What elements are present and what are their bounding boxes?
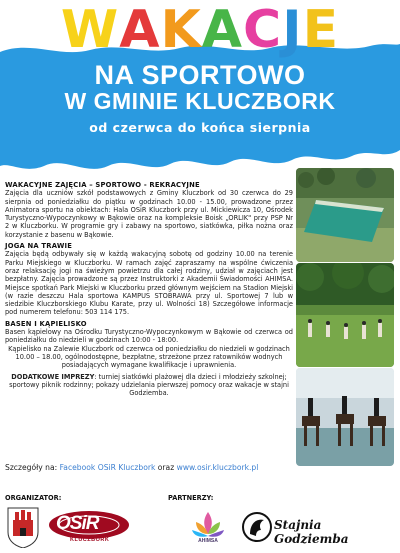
title-wakacje xyxy=(0,2,400,58)
title-line-1: NA SPORTOWO xyxy=(94,60,306,90)
header-banner xyxy=(0,0,400,178)
section-text-pool-a: Basen kąpielowy na Ośrodku Turystyczno-Wypoczynkowym w Bąkowie od czerwca od poniedziałku do niedzieli w godzinach 10:00 - 18:00. xyxy=(5,328,293,345)
title-letter-2: K xyxy=(160,0,202,60)
partners-label: PARTNERZY: xyxy=(168,494,214,502)
title-letter-0: W xyxy=(60,0,120,60)
section-text-yoga: Zajęcia będą odbywały się w każdą wakacyjną sobotę od godziny 10.00 na terenie Parku Miejskiego w Kluczborku. W ramach zajęć zapraszamy na wspólne ćwiczenia oraz relaksację jogi na świeżym powietrzu dla całej rodziny, udział w zajęciach jest bezpłatny. Zajęcia prowadzone są przez Instruktorki z Akademii Świadomości AHIMSA. Miejsce spotkań Park Miejski w Kluczborku przed głównym wejściem na Stadion Miejski (w razie deszczu Hala sportowa KAMPUS STOBRAWA przy ul. Sportowej 7 lub w siedzibie Kluczborskiego Klubu Karate, przy ul. Wolności 18) Szczegółowe informacje pod numerem telefonu: 503 114 175. xyxy=(5,250,293,317)
title-letter-6: E xyxy=(302,0,340,60)
title-letter-1: A xyxy=(119,0,161,60)
section-text-pool-b: Kąpielisko na Zalewie Kluczbork od czerwca od poniedziałku do niedzieli w godzinach 10.00 – 18.00, ogólnodostępne, bezpłatne, strzeżone przez ratowników wodnych posiadających wymagane kwalifikacje i uprawnienia. xyxy=(8,344,290,370)
more-info-line xyxy=(5,463,258,473)
organizer-label: ORGANIZATOR: xyxy=(5,494,62,502)
extra-events-text: : turniej siatkówki plażowej dla dzieci i młodzieży szkolnej; sportowy piknik rodzinny; pokazy udzielania pierwszej pomocy oraz wakacje w stajni Godziemba. xyxy=(9,372,289,398)
stajnia-logo-text: Stajnia Godziemba xyxy=(274,518,349,546)
title-line-2: W GMINIE KLUCZBORK xyxy=(64,88,336,114)
title-date-range: od czerwca do końca sierpnia xyxy=(89,120,311,135)
more-info-middle: oraz xyxy=(155,463,177,472)
title-letter-5: J xyxy=(282,0,303,60)
photo-horses xyxy=(296,368,394,466)
facebook-link[interactable]: Facebook OSiR Kluczbork xyxy=(59,463,156,472)
ahimsa-logo-text: AHIMSA xyxy=(198,538,218,544)
photo-yoga xyxy=(296,263,394,367)
photo-pool xyxy=(296,168,394,262)
website-link[interactable]: www.osir.kluczbork.pl xyxy=(176,463,259,472)
section-title-yoga: JOGA NA TRAWIE xyxy=(5,242,73,251)
osir-logo-subtext: KLUCZBORK xyxy=(70,537,110,543)
section-extra-events xyxy=(5,373,293,398)
kluczbork-crest-logo xyxy=(6,506,40,548)
title-letter-3: A xyxy=(201,0,244,60)
section-title-pool: BASEN I KĄPIELISKO xyxy=(5,319,87,328)
section-title-recreation: WAKACYJNE ZAJĘCIA – SPORTOWO - REKRACYJNE xyxy=(5,181,200,189)
extra-events-label: DODATKOWE IMPREZY xyxy=(11,372,95,381)
title-letter-4: C xyxy=(243,0,283,60)
osir-logo-text: OSiR xyxy=(56,513,99,534)
main-content xyxy=(5,181,293,397)
more-info-prefix: Szczegóły na: xyxy=(5,463,60,472)
section-text-recreation: Zajęcia dla uczniów szkół podstawowych z Gminy Kluczbork od 30 czerwca do 29 sierpnia od poniedziałku do piątku w godzinach 10.00 - 15.00, prowadzone przez Animatora sportu na obiektach: Hala OSiR Kluczbork przy ul. Mickiewicza 10, Ośrodek Turystyczno-Wypoczynkowy w Bąkowie oraz na kompleksie Boisk „ORLIK" przy PSP Nr 2 w Kluczborku. W programie gry i zabawy na sportowo, siatkówka, piłka nożna oraz korzystanie z basenu w Bąkowie. xyxy=(5,189,293,239)
